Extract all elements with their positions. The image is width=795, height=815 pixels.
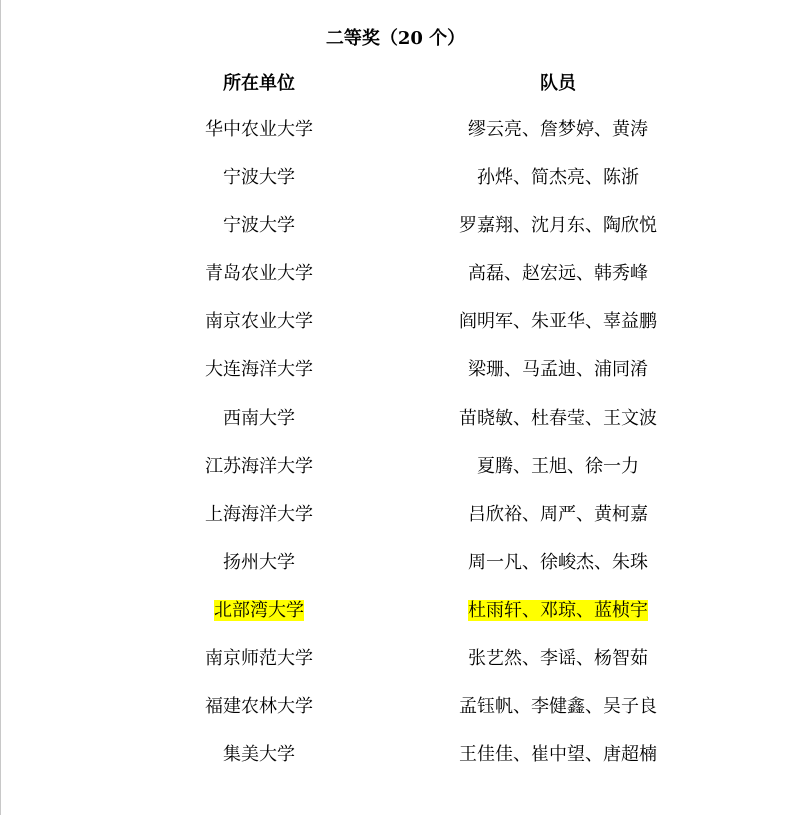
- members-text: 周一凡、徐峻杰、朱珠: [468, 551, 648, 573]
- table-row: [0, 454, 795, 502]
- table-header: [0, 69, 795, 95]
- cell-unit: [158, 502, 360, 528]
- table-row: [0, 598, 795, 646]
- cell-unit: [158, 357, 360, 383]
- unit-text: 福建农林大学: [205, 696, 313, 718]
- table-row: [0, 309, 795, 357]
- table-row: [0, 646, 795, 694]
- members-text: 梁珊、马孟迪、浦同淆: [468, 359, 648, 381]
- members-text: 阎明军、朱亚华、辜益鹏: [459, 311, 657, 333]
- cell-members: [437, 261, 679, 287]
- unit-text: 西南大学: [223, 407, 295, 429]
- table-row: [0, 406, 795, 454]
- cell-members: [437, 165, 679, 191]
- award-title: [0, 24, 795, 50]
- unit-text-highlighted: 北部湾大学: [214, 599, 304, 621]
- members-text: 吕欣裕、周严、黄柯嘉: [468, 503, 648, 525]
- table-row: [0, 261, 795, 309]
- table-row: [0, 502, 795, 550]
- table-row: [0, 165, 795, 213]
- header-unit: 所在单位: [223, 73, 295, 94]
- cell-unit: [158, 598, 360, 624]
- table-row: [0, 117, 795, 165]
- members-text-highlighted: 杜雨轩、邓琼、蓝桢宇: [468, 599, 648, 621]
- unit-text: 上海海洋大学: [205, 503, 313, 525]
- table-row: [0, 742, 795, 790]
- members-text: 夏腾、王旭、徐一力: [477, 455, 639, 477]
- cell-unit: [158, 454, 360, 480]
- members-text: 苗晓敏、杜春莹、王文波: [459, 407, 657, 429]
- cell-unit: [158, 213, 360, 239]
- cell-members: [437, 646, 679, 672]
- cell-members: [437, 117, 679, 143]
- unit-text: 江苏海洋大学: [205, 455, 313, 477]
- unit-text: 南京师范大学: [205, 648, 313, 670]
- cell-members: [437, 309, 679, 335]
- cell-unit: [158, 309, 360, 335]
- cell-unit: [158, 165, 360, 191]
- cell-unit: [158, 694, 360, 720]
- table-row: [0, 357, 795, 405]
- cell-unit: [158, 550, 360, 576]
- members-text: 张艺然、李谣、杨智茹: [468, 648, 648, 670]
- header-members: 队员: [540, 73, 576, 94]
- members-text: 高磊、赵宏远、韩秀峰: [468, 263, 648, 285]
- cell-unit: [158, 646, 360, 672]
- unit-text: 大连海洋大学: [205, 359, 313, 381]
- unit-text: 宁波大学: [223, 167, 295, 189]
- members-text: 王佳佳、崔中望、唐超楠: [459, 744, 657, 766]
- members-text: 孟钰帆、李健鑫、吴子良: [459, 696, 657, 718]
- members-text: 孙烨、简杰亮、陈浙: [477, 167, 639, 189]
- members-text: 罗嘉翔、沈月东、陶欣悦: [459, 215, 657, 237]
- cell-unit: [158, 261, 360, 287]
- cell-unit: [158, 742, 360, 768]
- unit-text: 宁波大学: [223, 215, 295, 237]
- cell-members: [437, 742, 679, 768]
- cell-members: [437, 406, 679, 432]
- unit-text: 华中农业大学: [205, 119, 313, 140]
- cell-members: [437, 550, 679, 576]
- cell-unit: [158, 117, 360, 143]
- cell-members: [437, 694, 679, 720]
- unit-text: 南京农业大学: [205, 311, 313, 333]
- unit-text: 扬州大学: [223, 551, 295, 573]
- cell-members: [437, 598, 679, 624]
- unit-text: 集美大学: [223, 744, 295, 766]
- members-text: 缪云亮、詹梦婷、黄涛: [468, 119, 648, 140]
- cell-members: [437, 454, 679, 480]
- cell-members: [437, 357, 679, 383]
- table-row: [0, 694, 795, 742]
- award-table-body: [0, 117, 795, 790]
- cell-members: [437, 502, 679, 528]
- unit-text: 青岛农业大学: [205, 263, 313, 285]
- award-title-text: 二等奖（20 个）: [325, 28, 466, 49]
- cell-members: [437, 213, 679, 239]
- table-row: [0, 213, 795, 261]
- table-row: [0, 550, 795, 598]
- cell-unit: [158, 406, 360, 432]
